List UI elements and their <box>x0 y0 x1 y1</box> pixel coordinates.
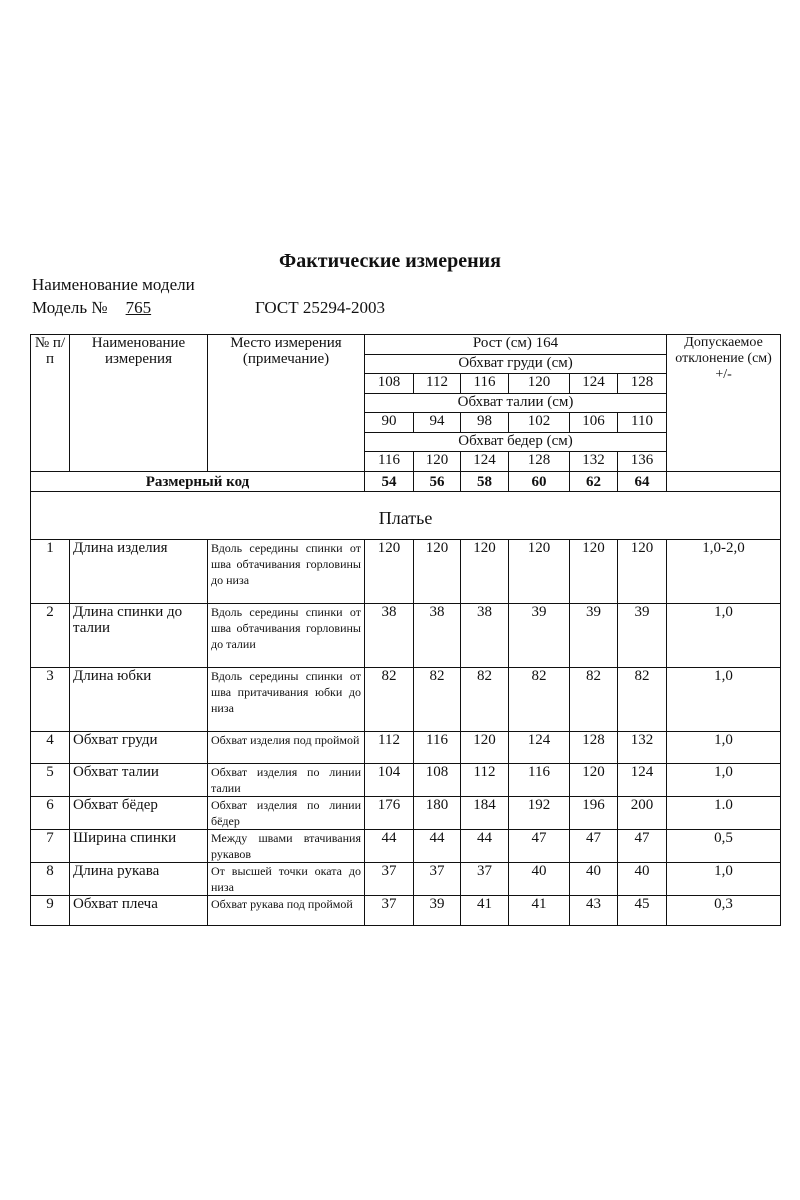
measurement-value: 192 <box>509 797 570 830</box>
measurement-value: 40 <box>618 863 667 896</box>
chest-value: 108 <box>365 374 414 394</box>
tolerance-value: 1,0 <box>667 863 781 896</box>
measurement-place: Обхват изделия по линии талии <box>208 764 365 797</box>
hip-value: 120 <box>414 452 461 472</box>
size-code: 58 <box>461 472 509 492</box>
measurement-name: Длина рукава <box>70 863 208 896</box>
header-waist: Обхват талии (см) <box>365 394 667 413</box>
size-code: 62 <box>570 472 618 492</box>
measurement-value: 82 <box>618 668 667 732</box>
measurement-value: 132 <box>618 732 667 764</box>
waist-value: 102 <box>509 413 570 433</box>
model-number-line <box>32 298 157 318</box>
measurements-table <box>30 334 781 926</box>
measurement-name: Ширина спинки <box>70 830 208 863</box>
measurement-value: 45 <box>618 896 667 926</box>
size-code-row <box>31 472 781 492</box>
measurement-value: 176 <box>365 797 414 830</box>
table-row <box>31 830 781 863</box>
measurement-value: 120 <box>461 732 509 764</box>
measurement-value: 124 <box>509 732 570 764</box>
measurement-value: 108 <box>414 764 461 797</box>
measurement-value: 128 <box>570 732 618 764</box>
measurement-value: 180 <box>414 797 461 830</box>
chest-value: 112 <box>414 374 461 394</box>
measurement-value: 41 <box>461 896 509 926</box>
measurement-value: 116 <box>414 732 461 764</box>
measurement-value: 120 <box>618 540 667 604</box>
row-number: 2 <box>31 604 70 668</box>
measurement-value: 120 <box>365 540 414 604</box>
measurement-place: Вдоль середины спинки от шва обтачивания горловины до талии <box>208 604 365 668</box>
measurement-value: 120 <box>509 540 570 604</box>
table-row <box>31 732 781 764</box>
hip-value: 116 <box>365 452 414 472</box>
waist-value: 90 <box>365 413 414 433</box>
measurement-value: 44 <box>365 830 414 863</box>
tolerance-value: 1,0 <box>667 732 781 764</box>
model-number-label: Модель № <box>32 298 108 317</box>
tolerance-value: 1.0 <box>667 797 781 830</box>
measurement-value: 37 <box>365 896 414 926</box>
measurement-value: 44 <box>461 830 509 863</box>
header-place: Место измерения (примечание) <box>208 335 365 472</box>
measurement-place: Обхват изделия под проймой <box>208 732 365 764</box>
header-chest: Обхват груди (см) <box>365 355 667 374</box>
measurement-value: 120 <box>570 540 618 604</box>
measurement-place: От высшей точки оката до низа <box>208 863 365 896</box>
measurement-value: 47 <box>509 830 570 863</box>
waist-value: 110 <box>618 413 667 433</box>
measurement-name: Обхват бёдер <box>70 797 208 830</box>
measurement-place: Обхват изделия по линии бёдер <box>208 797 365 830</box>
measurement-value: 116 <box>509 764 570 797</box>
measurement-value: 82 <box>365 668 414 732</box>
size-code: 54 <box>365 472 414 492</box>
model-number: 765 <box>125 298 152 317</box>
measurement-name: Длина юбки <box>70 668 208 732</box>
header-hips: Обхват бедер (см) <box>365 433 667 452</box>
measurement-name: Обхват груди <box>70 732 208 764</box>
chest-value: 120 <box>509 374 570 394</box>
measurement-value: 82 <box>414 668 461 732</box>
waist-value: 98 <box>461 413 509 433</box>
tolerance-value: 1,0 <box>667 764 781 797</box>
measurement-value: 112 <box>461 764 509 797</box>
measurement-name: Обхват талии <box>70 764 208 797</box>
waist-value: 94 <box>414 413 461 433</box>
measurement-value: 82 <box>461 668 509 732</box>
tolerance-value: 1,0 <box>667 604 781 668</box>
size-code: 64 <box>618 472 667 492</box>
measurement-place: Вдоль середины спинки от шва обтачивания горловины до низа <box>208 540 365 604</box>
row-number: 4 <box>31 732 70 764</box>
model-name-label: Наименование модели <box>32 275 195 294</box>
size-code: 56 <box>414 472 461 492</box>
measurement-value: 37 <box>365 863 414 896</box>
header-tolerance: Допускаемое отклонение (см) +/- <box>667 335 781 472</box>
measurement-value: 40 <box>509 863 570 896</box>
table-row <box>31 668 781 732</box>
measurement-place: Между швами втачивания рукавов <box>208 830 365 863</box>
measurement-name: Обхват плеча <box>70 896 208 926</box>
measurement-value: 112 <box>365 732 414 764</box>
chest-value: 128 <box>618 374 667 394</box>
chest-value: 124 <box>570 374 618 394</box>
measurement-value: 104 <box>365 764 414 797</box>
measurement-name: Длина изделия <box>70 540 208 604</box>
measurement-value: 39 <box>618 604 667 668</box>
measurement-value: 120 <box>461 540 509 604</box>
header-no: № п/п <box>31 335 70 472</box>
row-number: 6 <box>31 797 70 830</box>
size-code: 60 <box>509 472 570 492</box>
measurement-value: 124 <box>618 764 667 797</box>
page-title: Фактические измерения <box>279 250 501 272</box>
tolerance-value: 1,0 <box>667 668 781 732</box>
section-row <box>31 492 781 540</box>
row-number: 1 <box>31 540 70 604</box>
measurement-value: 82 <box>570 668 618 732</box>
measurement-value: 40 <box>570 863 618 896</box>
measurement-value: 47 <box>570 830 618 863</box>
hip-value: 124 <box>461 452 509 472</box>
table-row <box>31 896 781 926</box>
measurement-value: 41 <box>509 896 570 926</box>
table-row <box>31 797 781 830</box>
measurement-value: 184 <box>461 797 509 830</box>
measurement-value: 38 <box>461 604 509 668</box>
row-number: 3 <box>31 668 70 732</box>
table-row <box>31 540 781 604</box>
measurement-place: Обхват рукава под проймой <box>208 896 365 926</box>
measurement-value: 200 <box>618 797 667 830</box>
waist-value: 106 <box>570 413 618 433</box>
measurement-value: 120 <box>570 764 618 797</box>
measurement-value: 47 <box>618 830 667 863</box>
row-number: 9 <box>31 896 70 926</box>
tolerance-value: 0,5 <box>667 830 781 863</box>
hip-value: 136 <box>618 452 667 472</box>
measurement-value: 43 <box>570 896 618 926</box>
tolerance-value: 1,0-2,0 <box>667 540 781 604</box>
header-height: Рост (см) 164 <box>365 335 667 355</box>
hip-value: 132 <box>570 452 618 472</box>
chest-value: 116 <box>461 374 509 394</box>
row-number: 7 <box>31 830 70 863</box>
header-name: Наименование измерения <box>70 335 208 472</box>
row-number: 5 <box>31 764 70 797</box>
table-row <box>31 604 781 668</box>
tolerance-value: 0,3 <box>667 896 781 926</box>
table-row <box>31 863 781 896</box>
measurement-value: 38 <box>365 604 414 668</box>
measurement-value: 39 <box>570 604 618 668</box>
measurement-name: Длина спинки до талии <box>70 604 208 668</box>
size-code-label: Размерный код <box>31 472 365 492</box>
measurement-value: 82 <box>509 668 570 732</box>
hip-value: 128 <box>509 452 570 472</box>
table-row <box>31 764 781 797</box>
gost-standard: ГОСТ 25294-2003 <box>255 298 386 317</box>
measurement-value: 37 <box>461 863 509 896</box>
measurement-value: 39 <box>414 896 461 926</box>
size-code-blank <box>667 472 781 492</box>
measurement-value: 39 <box>509 604 570 668</box>
measurement-value: 44 <box>414 830 461 863</box>
row-number: 8 <box>31 863 70 896</box>
measurement-value: 196 <box>570 797 618 830</box>
section-label: Платье <box>31 492 781 540</box>
measurement-value: 120 <box>414 540 461 604</box>
measurement-value: 38 <box>414 604 461 668</box>
measurement-place: Вдоль середины спинки от шва притачивания юбки до низа <box>208 668 365 732</box>
measurement-value: 37 <box>414 863 461 896</box>
